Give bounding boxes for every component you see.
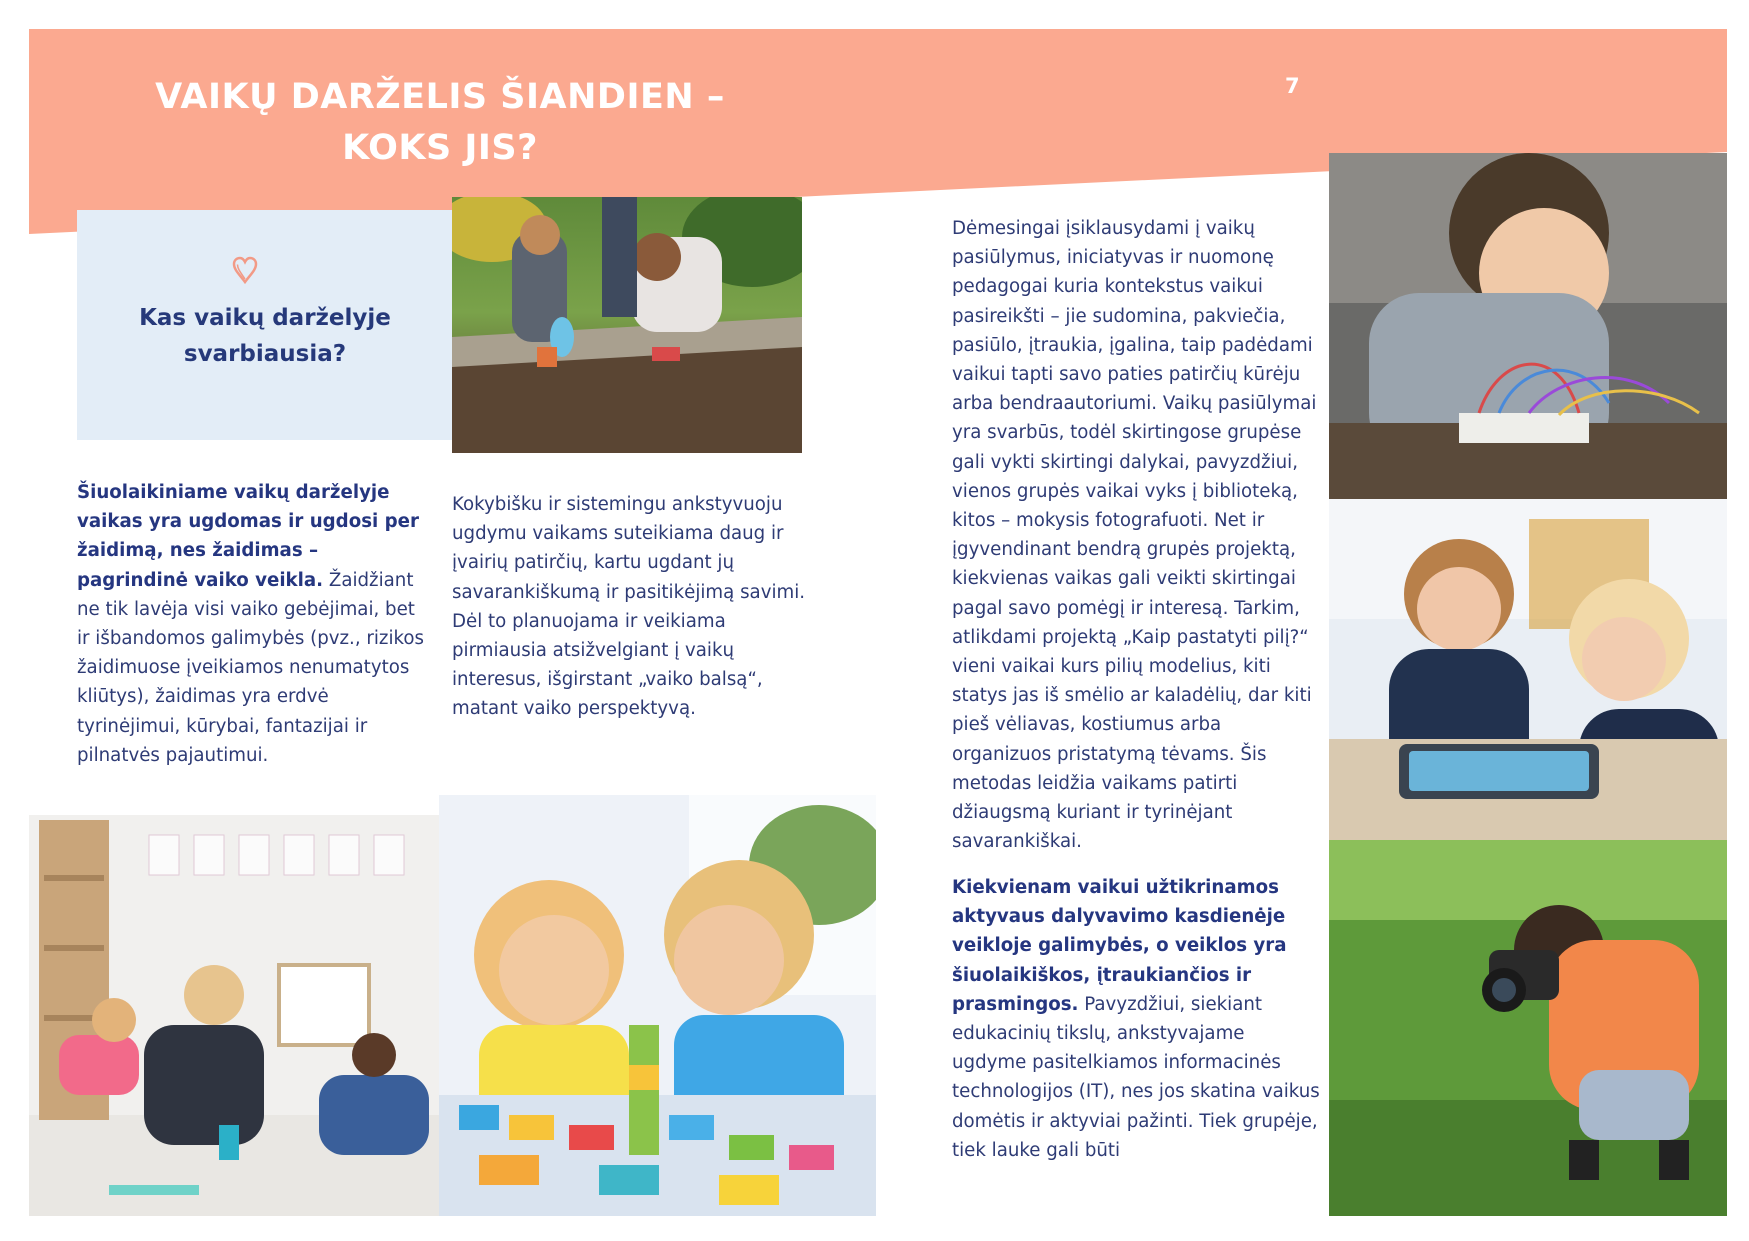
photo-boy-electronics <box>1329 153 1727 499</box>
photo-children-gardening <box>452 197 802 453</box>
intro-bold: Šiuolaikiniame vaikų darželyje vaikas yra ugdomas ir ugdosi per žaidimą, nes žaidimas – pagrindinė vaiko veikla. <box>77 482 419 591</box>
title-line-1: VAIKŲ DARŽELIS ŠIANDIEN – <box>155 77 725 117</box>
photo-classroom-teacher <box>29 815 439 1216</box>
page-title <box>150 72 730 174</box>
participation-text: Pavyzdžiui, siekiant edukacinių tikslų, ankstyvajame ugdyme pasitelkiamos informacinės technologijos (IT), nes jos skatina vaikus domėtis ir aktyviai pažinti. Tiek grupėje, tiek lauke gali būti <box>952 993 1320 1161</box>
participation-bold: Kiekvienam vaikui užtikrinamos aktyvaus dalyvavimo kasdienėje veikloje galimybės, o veiklos yra šiuolaikiškos, įtraukiančios ir prasmingos. <box>952 877 1287 1015</box>
pedagogy-paragraph: Dėmesingai įsiklausydami į vaikų pasiūlymus, iniciatyvas ir nuomonę pedagogai kuria kontekstus vaikui pasireikšti – jie sudomina, pakviečia, pasiūlo, įtraukia, įgalina, taip padėdami vaikui tapti savo paties patirčių kūrėju arba bendraautoriumi. Vaikų pasiūlymai yra svarbūs, todėl skirtingose grupėse gali vykti skirtingi dalykai, pavyzdžiui, vienos grupės vaikai vyks į biblioteką, kitos – mokysis fotografuoti. Net ir įgyvendinant bendrą grupės projektą, kiekvienas vaikas gali veikti skirtingai pagal savo pomėgį ir interesą. Tarkim, atlikdami projektą „Kaip pastatyti pilį?“ vieni vaikai kurs pilių modelius, kiti statys jas iš smėlio ar kaladėlių, dar kiti pieš vėliavas, kostiumus arba organizuos pristatymą tėvams. Šis metodas leidžia vaikams patirti džiaugsmą kuriant ir tyrinėjant savarankiškai. <box>952 218 1317 853</box>
intro-text: Žaidžiant ne tik lavėja visi vaiko gebėjimai, bet ir išbandomos galimybės (pvz., rizikos žaidimuose įveikiamos nenumatytos kliūtys), žaidimas yra erdvė tyrinėjimui, kūrybai, fantazijai ir pilnatvės pajautimui. <box>77 569 425 766</box>
photo-boys-building-blocks <box>439 795 876 1216</box>
participation-paragraph <box>952 873 1322 1165</box>
question-heading: Kas vaikų darželyje svarbiausia? <box>139 305 391 367</box>
quality-paragraph: Kokybišku ir sistemingu ankstyvuoju ugdymu vaikams suteikiama daug ir įvairių patirčių, kartu ugdant jų savarankiškumą ir pasitikėjimą savimi. Dėl to planuojama ir veikiama pirmiausia atsižvelgiant į vaikų interesus, išgirstant „vaiko balsą“, matant vaiko perspektyvą. <box>452 494 806 720</box>
page-number: 7 <box>1285 74 1300 98</box>
intro-paragraph <box>77 478 427 770</box>
heart-icon <box>230 255 260 285</box>
photo-boy-camera <box>1329 840 1727 1216</box>
photo-girls-tablet <box>1329 499 1727 840</box>
title-line-2: KOKS JIS? <box>342 128 538 168</box>
